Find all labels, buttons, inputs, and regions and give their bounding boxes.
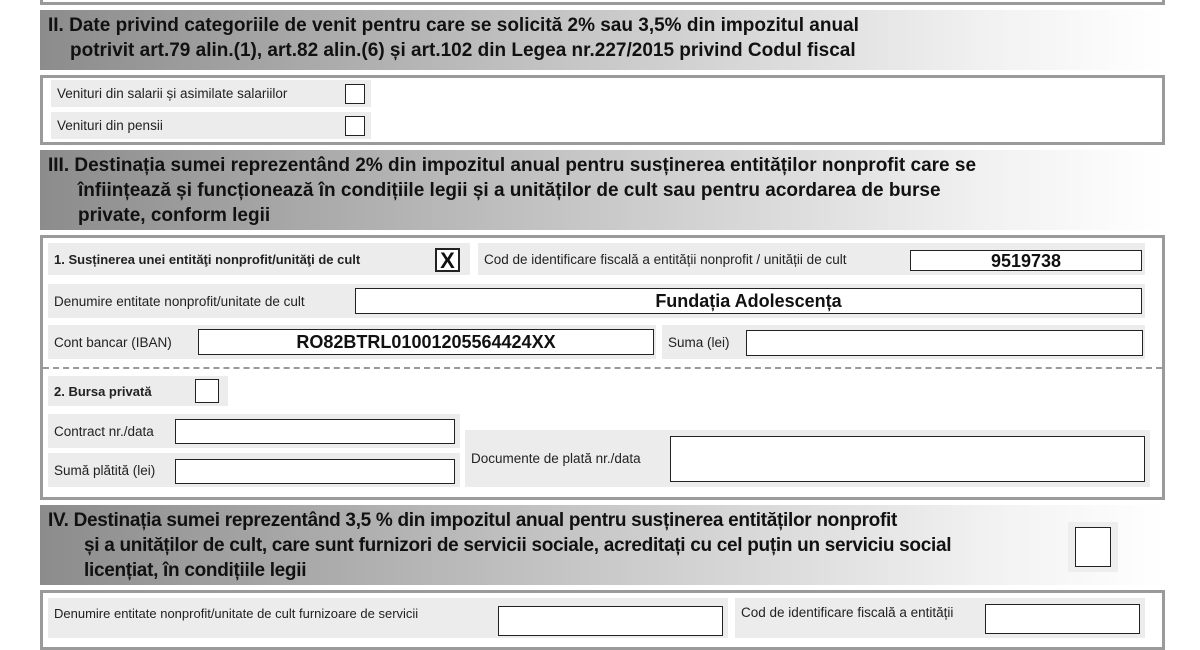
scholarship-checkbox[interactable] xyxy=(195,379,219,403)
section1-box-end xyxy=(40,0,1165,5)
nonprofit-label: 1. Susținerea unei entităţi nonprofit/unităţi de cult xyxy=(54,251,361,267)
contract-input[interactable] xyxy=(175,419,455,444)
dashed-divider xyxy=(43,367,1162,369)
section2-header xyxy=(40,10,1165,70)
section4-title-1: IV. Destinația sumei reprezentând 3,5 % din impozitul anual pentru susținerea entităților nonprofit xyxy=(48,510,898,531)
paid-input[interactable] xyxy=(175,459,455,484)
cif-input[interactable]: 9519738 xyxy=(910,250,1142,271)
option-pension xyxy=(51,112,371,139)
amount-input[interactable] xyxy=(746,330,1143,356)
section4-title-2: și a unităților de cult, care sunt furnizori de servicii sociale, acreditați cu cel puțin un serviciu social xyxy=(84,535,952,556)
section2-title-2: potrivit art.79 alin.(1), art.82 alin.(6) și art.102 din Legea nr.227/2015 privind Codul fiscal xyxy=(70,40,856,61)
section4-checkbox[interactable] xyxy=(1075,527,1111,567)
section3-title-2: înființează și funcționează în condițiile legii și a unităților de cult sau pentru acordarea de burse xyxy=(78,180,941,201)
section4-title-3: licențiat, în condițiile legii xyxy=(84,560,307,581)
option-pension-label: Venituri din pensii xyxy=(57,118,163,133)
docs-input[interactable] xyxy=(670,436,1145,482)
s4-name-input[interactable] xyxy=(498,606,723,636)
section4-header xyxy=(40,505,1165,585)
s4-cif-label: Cod de identificare fiscală a entității xyxy=(741,605,954,620)
section3-title-3: private, conform legii xyxy=(78,205,271,226)
iban-input[interactable]: RO82BTRL01001205564424XX xyxy=(198,329,654,355)
amount-label: Suma (lei) xyxy=(668,334,730,350)
section3-title-1: III. Destinația sumei reprezentând 2% din impozitul anual pentru susținerea entităților nonprofit care se xyxy=(48,155,977,176)
s4-name-label: Denumire entitate nonprofit/unitate de cult furnizoare de servicii xyxy=(54,606,419,621)
nonprofit-checkbox[interactable]: X xyxy=(435,248,460,272)
cif-label: Cod de identificare fiscală a entității nonprofit / unității de cult xyxy=(484,251,847,267)
section2-title-1: II. Date privind categoriile de venit pentru care se solicită 2% sau 3,5% din impozitul anual xyxy=(48,15,859,36)
option-salary-label: Venituri din salarii și asimilate salariilor xyxy=(57,86,288,101)
docs-label: Documente de plată nr./data xyxy=(471,451,641,466)
option-salary xyxy=(51,80,371,107)
paid-label: Sumă plătită (lei) xyxy=(54,462,156,478)
name-input[interactable]: Fundația Adolescența xyxy=(355,288,1142,314)
name-label: Denumire entitate nonprofit/unitate de cult xyxy=(54,293,305,309)
section3-header xyxy=(40,150,1165,230)
scholarship-label: 2. Bursa privată xyxy=(54,383,152,399)
nonprofit-cell xyxy=(48,243,470,275)
pension-checkbox[interactable] xyxy=(345,116,365,136)
contract-label: Contract nr./data xyxy=(54,423,154,439)
salary-checkbox[interactable] xyxy=(345,84,365,104)
iban-label: Cont bancar (IBAN) xyxy=(54,334,172,350)
